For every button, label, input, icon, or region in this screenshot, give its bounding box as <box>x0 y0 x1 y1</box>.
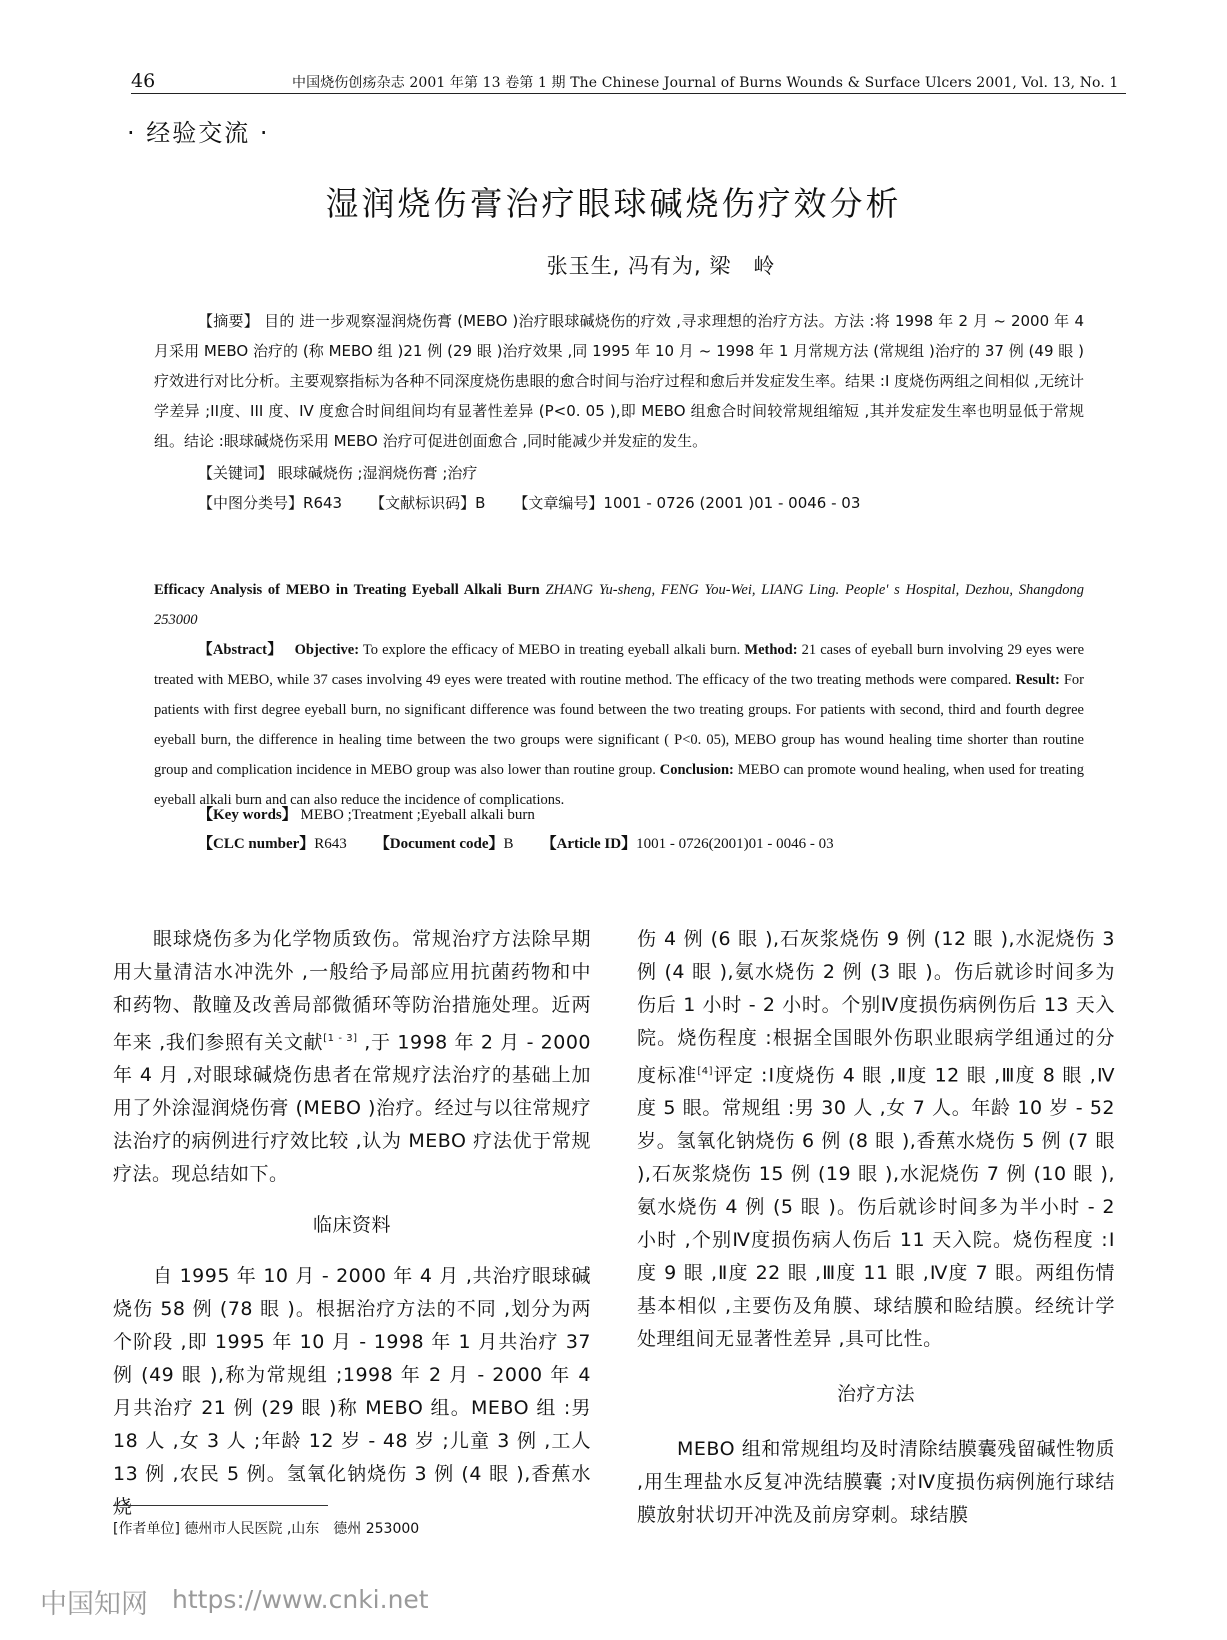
cn-abstract-label: 【摘要】 <box>198 312 260 330</box>
cnki-watermark-logo: 中国知网 <box>40 1589 148 1620</box>
en-abstract-body <box>154 635 1084 815</box>
page-number: 46 <box>131 70 156 92</box>
cn-keywords-label: 【关键词】 <box>198 464 274 482</box>
en-objective-label: Objective: <box>294 642 360 658</box>
cn-abstract <box>154 306 1084 456</box>
en-result-label: Result: <box>1015 672 1060 688</box>
en-abstract-label: 【Abstract】 <box>198 642 283 658</box>
en-classification <box>198 829 1078 859</box>
en-article-value: 1001 - 0726(2001)01 - 0046 - 03 <box>636 836 834 852</box>
cn-keywords <box>198 458 1078 488</box>
cn-clc-label: 【中图分类号】 <box>198 494 304 512</box>
clinical-cont-text-2: 评定 :Ⅰ度烧伤 4 眼 ,Ⅱ度 12 眼 ,Ⅲ度 8 眼 ,Ⅳ度 5 眼。常规组 :男 30 人 ,女 7 人。年龄 10 岁 - 52 岁。氢氧化钠烧伤 6 例 (8 眼 ),香蕉水烧伤 5 例 (7 眼 ),石灰浆烧伤 15 例 (19 眼 ),水泥烧伤 7 例 (10 眼 ),氨水烧伤 4 例 (5 眼 )。伤后就诊时间多为半小时 - 2 小时 ,个别Ⅳ度损伤病人伤后 11 天入院。烧伤程度 :Ⅰ度 9 眼 ,Ⅱ度 22 眼 ,Ⅲ度 11 眼 ,Ⅳ度 7 眼。两组伤情基本相似 ,主要伤及角膜、球结膜和睑结膜。经统计学处理组间无显著性差异 ,具可比性。 <box>637 1064 1115 1351</box>
intro-paragraph <box>113 923 591 1191</box>
article-title: 湿润烧伤膏治疗眼球碱烧伤疗效分析 <box>325 184 902 223</box>
cnki-watermark-url: https://www.cnki.net <box>172 1585 429 1614</box>
right-column <box>637 923 1115 1532</box>
intro-text: 眼球烧伤多为化学物质致伤。常规治疗方法除早期用大量清洁水冲洗外 ,一般给予局部应用抗菌药物和中和药物、散瞳及改善局部微循环等防治措施处理。近两年来 ,我们参照有关文献 <box>113 928 591 1054</box>
en-clc-value: R643 <box>314 836 347 852</box>
left-column <box>113 923 591 1524</box>
cn-clc-value: R643 <box>303 494 343 512</box>
authors: 张玉生, 冯有为, 梁 岭 <box>546 254 776 278</box>
heading-clinical: 临床资料 <box>312 1214 391 1237</box>
header-rule <box>131 93 1126 94</box>
cn-keywords-text: 眼球碱烧伤 ;湿润烧伤膏 ;治疗 <box>273 464 478 482</box>
en-conclusion-label: Conclusion: <box>659 762 734 778</box>
treatment-paragraph: MEBO 组和常规组均及时清除结膜囊残留碱性物质 ,用生理盐水反复冲洗结膜囊 ;对Ⅳ度损伤病例施行球结膜放射状切开冲洗及前房穿刺。球结膜 <box>637 1438 1115 1527</box>
en-doc-label: 【Document code】 <box>374 836 504 852</box>
intro-text-2: ,于 1998 年 2 月 - 2000 年 4 月 ,对眼球碱烧伤患者在常规疗法治疗的基础上加用了外涂湿润烧伤膏 (MEBO )治疗。经过与以往常规疗法治疗的病例进行疗效比较 ,认为 MEBO 疗法优于常规疗法。现总结如下。 <box>113 1031 591 1186</box>
en-authors-affil: ZHANG Yu-sheng, FENG You-Wei, LIANG Ling. People' s Hospital, Dezhou, Shangdong 253000 <box>154 582 1085 628</box>
running-head: 中国烧伤创疡杂志 2001 年第 13 卷第 1 期 The Chinese Journal of Burns Wounds & Surface Ulcers 2001, Vol. 13, No. 1 <box>292 75 1119 91</box>
section-tag: · 经验交流 · <box>127 119 270 147</box>
en-keywords <box>198 800 1078 830</box>
clinical-cont-text: 伤 4 例 (6 眼 ),石灰浆烧伤 9 例 (12 眼 ),水泥烧伤 3 例 (4 眼 ),氨水烧伤 2 例 (3 眼 )。伤后就诊时间多为伤后 1 小时 - 2 小时。个别Ⅳ度损伤病例伤后 13 天入院。烧伤程度 :根据全国眼外伤职业眼病学组通过的分度标准 <box>637 928 1115 1087</box>
clinical-continued <box>637 923 1115 1356</box>
en-keywords-text: MEBO ;Treatment ;Eyeball alkali burn <box>296 807 535 823</box>
cn-doc-label: 【文献标识码】 <box>370 494 476 512</box>
cn-article-value: 1001 - 0726 (2001 )01 - 0046 - 03 <box>603 494 861 512</box>
en-doc-value: B <box>503 836 514 852</box>
en-result: For patients with first degree eyeball burn, no significant difference was found between the two treating groups. For patients with second, third and fourth degree eyeball burn, the difference in healing time between the two groups were significant ( P<0. 05), MEBO group has wound healing time shorter than routine group and complication incidence in MEBO group was also lower than routine group. <box>154 672 1084 778</box>
en-clc-label: 【CLC number】 <box>198 836 315 852</box>
en-method: 21 cases of eyeball burn involving 29 eyes were treated with MEBO, while 37 cases involving 49 eyes were treated with routine method. The efficacy of the two treating methods were compared. <box>154 642 1085 688</box>
clinical-paragraph: 自 1995 年 10 月 - 2000 年 4 月 ,共治疗眼球碱烧伤 58 例 (78 眼 )。根据治疗方法的不同 ,划分为两个阶段 ,即 1995 年 10 月 - 1998 年 1 月共治疗 37 例 (49 眼 ),称为常规组 ;1998 年 2 月 - 2000 年 4 月共治疗 21 例 (29 眼 )称 MEBO 组。MEBO 组 :男 18 人 ,女 3 人 ;年龄 12 岁 - 48 岁 ;儿童 3 例 ,工人 13 例 ,农民 5 例。氢氧化钠烧伤 3 例 (4 眼 ),香蕉水烧 <box>113 1265 591 1519</box>
en-title-line <box>154 575 1084 635</box>
en-objective: To explore the efficacy of MEBO in treating eyeball alkali burn. <box>359 642 745 658</box>
en-abstract <box>154 575 1084 815</box>
cn-doc-value: B <box>475 494 486 512</box>
author-affiliation-footnote: [作者单位] 德州市人民医院 ,山东 德州 253000 <box>113 1521 420 1537</box>
en-method-label: Method: <box>744 642 798 658</box>
cn-classification <box>198 488 1078 518</box>
cn-article-label: 【文章编号】 <box>513 494 604 512</box>
intro-citation: [1 - 3] <box>323 1033 358 1044</box>
en-conclusion: MEBO can promote wound healing, when used for treating eyeball alkali burn and can also reduce the incidence of complications. <box>154 762 1084 808</box>
en-keywords-label: 【Key words】 <box>198 807 297 823</box>
en-article-label: 【Article ID】 <box>541 836 637 852</box>
en-title: Efficacy Analysis of MEBO in Treating Eyeball Alkali Burn <box>154 582 540 598</box>
clinical-citation: [4] <box>697 1066 714 1077</box>
footnote-rule <box>113 1505 328 1506</box>
heading-treatment: 治疗方法 <box>836 1383 915 1406</box>
cn-abstract-text: 目的 进一步观察湿润烧伤膏 (MEBO )治疗眼球碱烧伤的疗效 ,寻求理想的治疗方法。方法 :将 1998 年 2 月 ~ 2000 年 4 月采用 MEBO 治疗的 (称 MEBO 组 )21 例 (29 眼 )治疗效果 ,同 1995 年 10 月 ~ 1998 年 1 月常规方法 (常规组 )治疗的 37 例 (49 眼 )疗效进行对比分析。主要观察指标为各种不同深度烧伤患眼的愈合时间与治疗过程和愈后并发症发生率。结果 :I 度烧伤两组之间相似 ,无统计学差异 ;II度、III 度、IV 度愈合时间组间均有显著性差异 (P<0. 05 ),即 MEBO 组愈合时间较常规组缩短 ,其并发症发生率也明显低于常规组。结论 :眼球碱烧伤采用 MEBO 治疗可促进创面愈合 ,同时能减少并发症的发生。 <box>154 312 1084 450</box>
